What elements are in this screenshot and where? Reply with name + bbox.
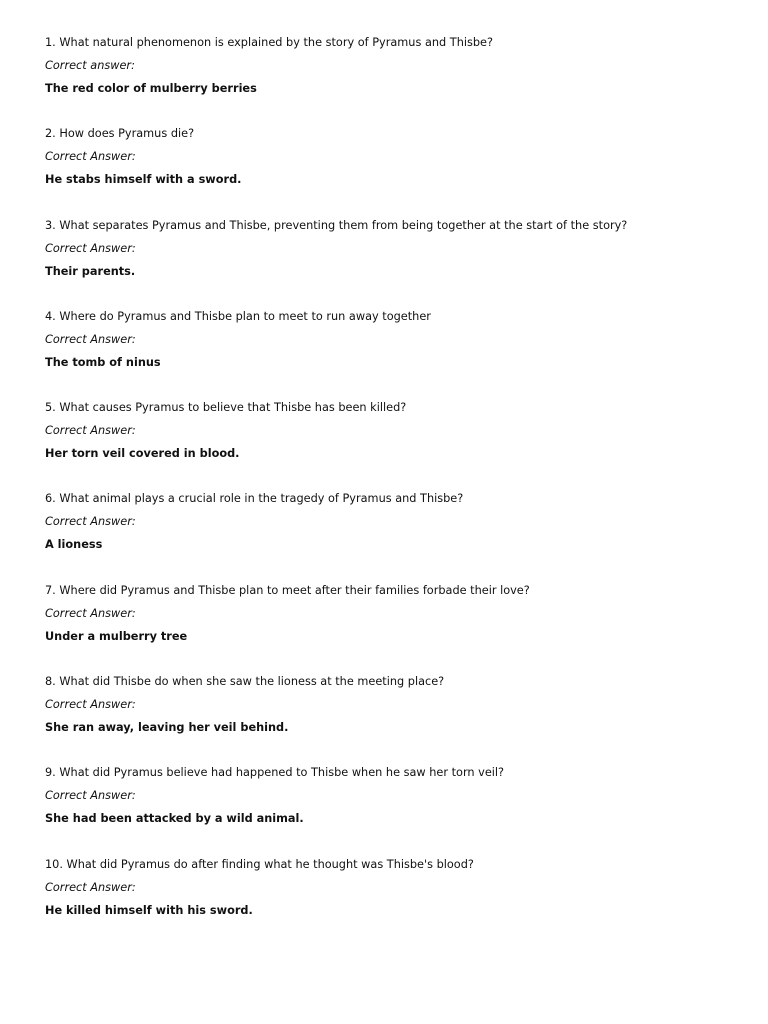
- question-text: 3. What separates Pyramus and Thisbe, preventing them from being together at the start of the story?: [45, 218, 628, 232]
- correct-answer-label: Correct Answer:: [45, 150, 136, 164]
- question-text: 1. What natural phenomenon is explained by the story of Pyramus and Thisbe?: [45, 36, 493, 49]
- correct-answer-label: Correct answer:: [45, 59, 135, 72]
- answer-text: Her torn veil covered in blood.: [45, 447, 240, 461]
- question-text: 4. Where do Pyramus and Thisbe plan to meet to run away together: [45, 309, 431, 323]
- answer-text: Their parents.: [45, 264, 136, 278]
- correct-answer-label: Correct Answer:: [45, 606, 136, 620]
- answer-text: Under a mulberry tree: [45, 629, 188, 643]
- answer-text: She ran away, leaving her veil behind.: [45, 721, 289, 735]
- question-text: 10. What did Pyramus do after finding what he thought was Thisbe's blood?: [45, 857, 474, 871]
- question-text: 8. What did Thisbe do when she saw the lioness at the meeting place?: [45, 675, 445, 689]
- question-item: [45, 127, 735, 218]
- question-text: 7. Where did Pyramus and Thisbe plan to meet after their families forbade their love?: [45, 583, 530, 597]
- answer-text: She had been attacked by a wild animal.: [45, 812, 304, 826]
- correct-answer-label: Correct Answer:: [45, 332, 136, 346]
- question-item: [45, 492, 735, 583]
- answer-text: The tomb of ninus: [45, 355, 161, 369]
- question-text: 9. What did Pyramus believe had happened to Thisbe when he saw her torn veil?: [45, 766, 505, 780]
- question-item: [45, 36, 735, 127]
- correct-answer-label: Correct Answer:: [45, 241, 136, 255]
- answer-text: A lioness: [45, 538, 103, 552]
- answer-text: He killed himself with his sword.: [45, 903, 253, 917]
- question-item: [45, 766, 735, 857]
- question-text: 5. What causes Pyramus to believe that Thisbe has been killed?: [45, 401, 407, 415]
- answer-text: He stabs himself with a sword.: [45, 173, 242, 187]
- correct-answer-label: Correct Answer:: [45, 880, 136, 894]
- question-item: [45, 401, 735, 492]
- answer-text: The red color of mulberry berries: [45, 82, 257, 95]
- correct-answer-label: Correct Answer:: [45, 515, 136, 529]
- question-item: [45, 219, 735, 310]
- question-item: [45, 310, 735, 401]
- question-list: [45, 36, 735, 949]
- question-item: [45, 584, 735, 675]
- correct-answer-label: Correct Answer:: [45, 698, 136, 712]
- question-text: 6. What animal plays a crucial role in the tragedy of Pyramus and Thisbe?: [45, 492, 464, 506]
- question-item: [45, 675, 735, 766]
- correct-answer-label: Correct Answer:: [45, 789, 136, 803]
- question-text: 2. How does Pyramus die?: [45, 127, 195, 141]
- correct-answer-label: Correct Answer:: [45, 424, 136, 438]
- question-item: [45, 858, 735, 949]
